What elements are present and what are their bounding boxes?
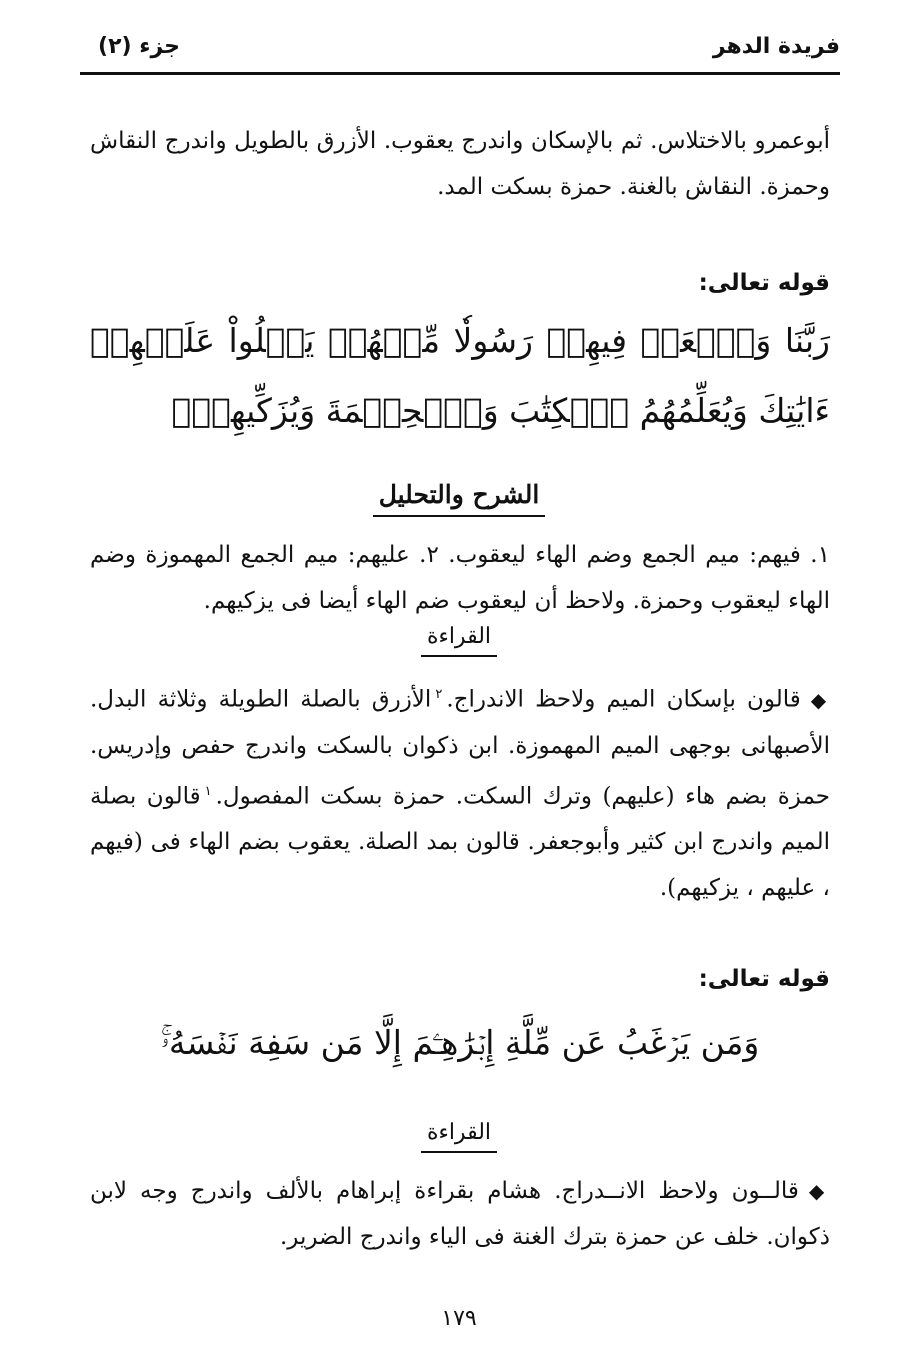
part-label: جزء (٢) <box>98 34 181 59</box>
header-rule <box>80 72 840 75</box>
bullet-diamond-icon: ◆ <box>810 687 830 712</box>
footnote-ref-1: ١ <box>204 783 212 799</box>
section2-heading: قوله تعالى: <box>698 966 830 992</box>
section1-heading: قوله تعالى: <box>698 270 830 296</box>
explanation-text: ١. فيهم: ميم الجمع وضم الهاء ليعقوب. ٢. عليهم: ميم الجمع المهموزة وضم الهاء ليعقوب وحمزة. ولاحظ أن ليعقوب ضم الهاء أيضا فى يزكيهم. <box>90 542 830 614</box>
reading-title-2-text: القراءة <box>421 1120 497 1153</box>
book-title: فريدة الدهر <box>712 34 840 59</box>
reading-title-1-text: القراءة <box>421 624 497 657</box>
section1-verse: رَبَّنَا وَٱبۡعَثۡ فِيهِمۡ رَسُولٗا مِّنۡهُمۡ يَتۡلُواْ عَلَيۡهِمۡ ءَايَٰتِكَ وَيُعَلِّمُهُمُ ٱلۡكِتَٰبَ وَٱلۡحِكۡمَةَ وَيُزَكِّيهِمۡۚ <box>90 321 830 430</box>
reading-paragraph-2 <box>90 1168 830 1260</box>
section2-verse: وَمَن يَرۡغَبُ عَن مِّلَّةِ إِبۡرَٰهِـۧمَ إِلَّا مَن سَفِهَ نَفۡسَهُۥۚ <box>160 1023 760 1062</box>
reading-1-part1: قالون بإسكان الميم ولاحظ الاندراج. <box>446 686 801 713</box>
running-header <box>80 32 840 72</box>
intro-paragraph: أبوعمرو بالاختلاس. ثم بالإسكان واندرج يعقوب. الأزرق بالطويل واندرج النقاش وحمزة. النقاش بالغنة. حمزة بسكت المد. <box>90 128 830 200</box>
footnote-ref-2: ٢ <box>435 687 443 702</box>
reading-1-part3: قالون بصلة الميم واندرج ابن كثير وأبوجعفر. قالون بمد الصلة. يعقوب بضم الهاء فى (فيهم ، عليهم ، يزكيهم). <box>90 783 830 902</box>
reading-title-2 <box>0 1120 918 1153</box>
page-number: ١٧٩ <box>441 1306 477 1331</box>
reading-title-1 <box>0 624 918 657</box>
reading-1-part2: الأزرق بالصلة الطويلة وثلاثة البدل. الأصبهانى بوجهى الميم المهموزة. ابن ذكوان بالسكت واندرج حفص وإدريس. حمزة بضم هاء (عليهم) وترك السكت. حمزة بسكت المفصول. <box>90 686 831 810</box>
reading-paragraph-1 <box>90 672 830 911</box>
explanation-title <box>0 480 918 517</box>
explanation-title-text: الشرح والتحليل <box>373 480 546 517</box>
bullet-diamond-icon-2: ◆ <box>808 1179 830 1203</box>
reading-2-text: قالــون ولاحظ الانــدراج. هشام بقراءة إبراهام بالألف واندرج وجه لابن ذكوان. خلف عن حمزة بترك الغنة فى الياء واندرج الضرير. <box>90 1178 830 1250</box>
